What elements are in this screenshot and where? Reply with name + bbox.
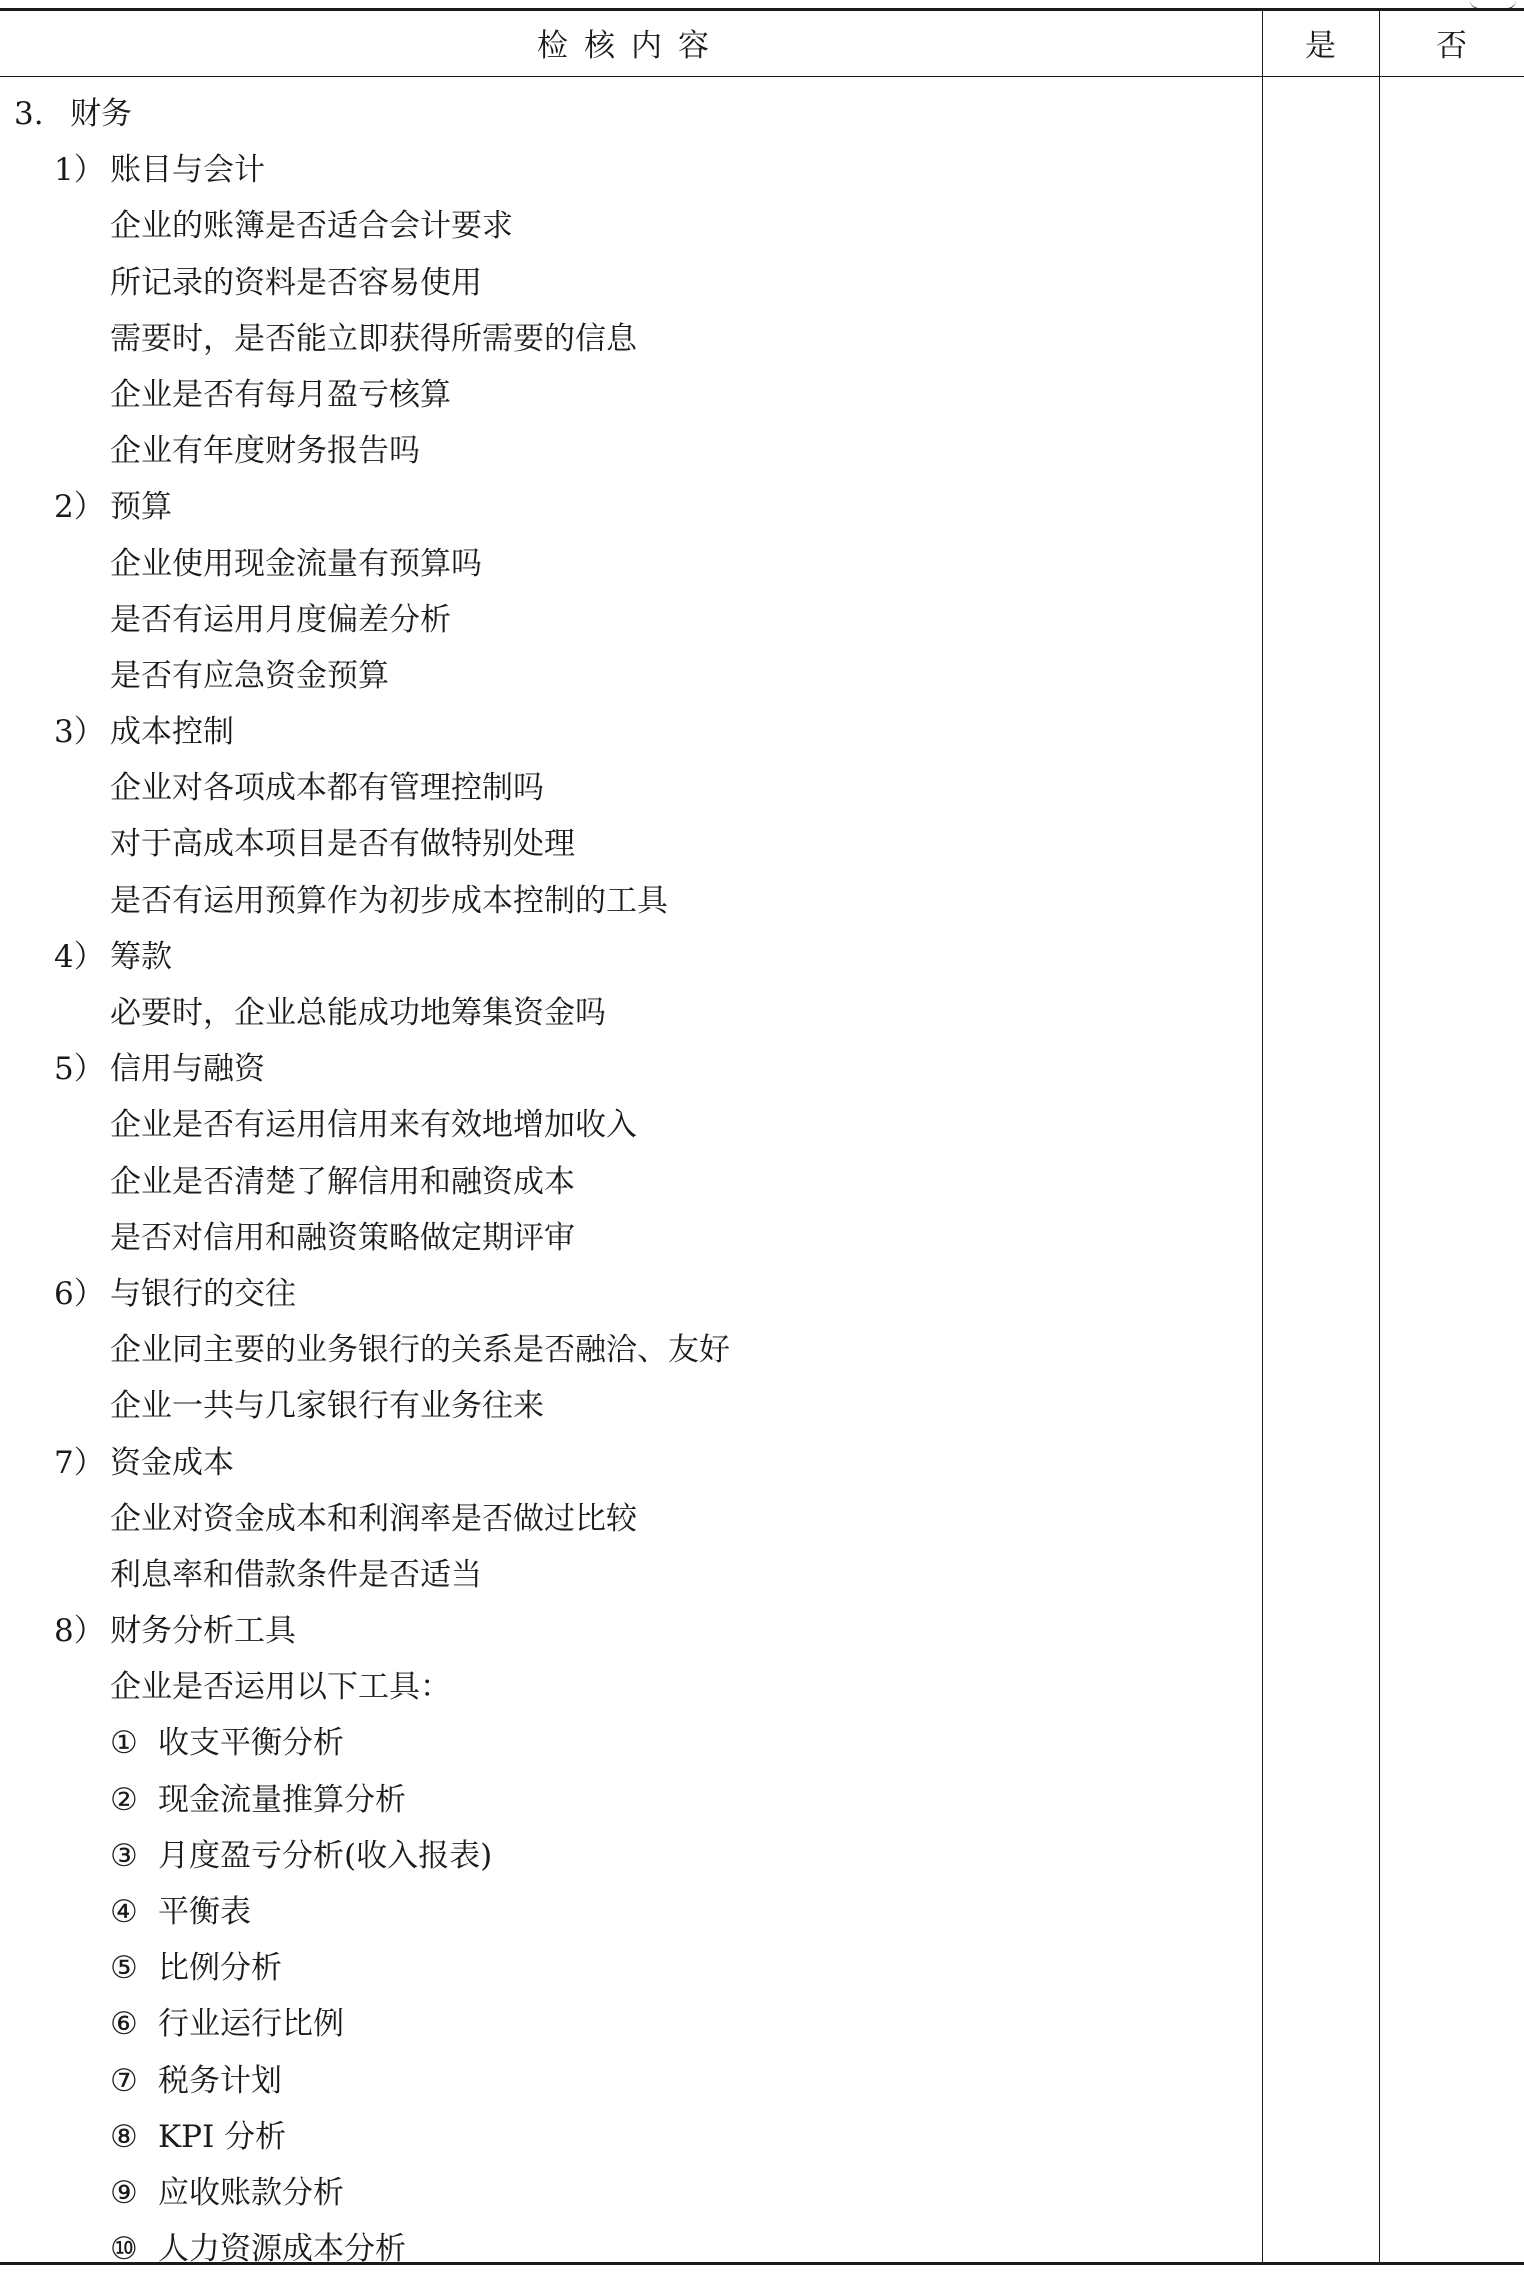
subsection-heading <box>0 142 1262 198</box>
item-number: 7） <box>54 1444 105 1481</box>
checklist-item <box>0 873 1262 929</box>
subsection-heading <box>0 1435 1262 1491</box>
item-text: 预算 <box>110 489 172 526</box>
checklist-item <box>0 423 1262 479</box>
item-text: 人力资源成本分析 <box>158 2231 406 2268</box>
item-text: 收支平衡分析 <box>158 1725 344 1762</box>
item-text: 企业使用现金流量有预算吗 <box>110 545 482 582</box>
item-number: ④ <box>110 1894 138 1930</box>
item-text: 税务计划 <box>158 2062 282 2099</box>
item-number: ② <box>110 1781 138 1818</box>
checklist-item <box>0 1210 1262 1266</box>
checklist-item <box>0 2165 1262 2221</box>
item-text: 与银行的交往 <box>110 1275 296 1312</box>
item-text: 企业对资金成本和利润率是否做过比较 <box>110 1500 637 1537</box>
checklist-item <box>0 760 1262 816</box>
item-text: 是否对信用和融资策略做定期评审 <box>110 1219 575 1256</box>
item-text: 平衡表 <box>158 1894 251 1930</box>
item-text: 所记录的资料是否容易使用 <box>110 264 482 301</box>
checklist-item <box>0 592 1262 648</box>
column-divider-yes <box>1262 9 1263 2263</box>
item-text: 财务分析工具 <box>110 1613 296 1650</box>
checklist-item <box>0 1772 1262 1828</box>
item-text: 信用与融资 <box>110 1051 265 1088</box>
item-number: ⑩ <box>110 2231 138 2268</box>
item-number: ③ <box>110 1837 138 1874</box>
item-text: 对于高成本项目是否有做特别处理 <box>110 826 575 863</box>
header-no: 否 <box>1436 27 1467 64</box>
checklist-item <box>0 198 1262 254</box>
subsection-heading <box>0 929 1262 985</box>
checklist-item <box>0 367 1262 423</box>
item-number: 3） <box>54 714 105 751</box>
item-text: 企业是否运用以下工具： <box>110 1669 451 1706</box>
checklist-item <box>0 1378 1262 1434</box>
item-number: ⑧ <box>110 2118 138 2155</box>
checklist-item <box>0 311 1262 367</box>
subsection-heading <box>0 704 1262 760</box>
item-number: 2） <box>54 489 105 526</box>
item-text: 应收账款分析 <box>158 2174 344 2211</box>
checklist-item <box>0 1884 1262 1940</box>
checklist-item <box>0 985 1262 1041</box>
item-text: 是否有应急资金预算 <box>110 657 389 694</box>
checklist-item <box>0 255 1262 311</box>
checklist-item <box>0 1491 1262 1547</box>
item-number: 6） <box>54 1275 105 1312</box>
item-text: 需要时，是否能立即获得所需要的信息 <box>110 320 637 357</box>
checklist-rows <box>0 86 1262 2277</box>
item-text: 企业的账簿是否适合会计要求 <box>110 208 513 245</box>
item-text: 资金成本 <box>110 1444 234 1481</box>
column-divider-no <box>1379 9 1380 2263</box>
subsection-heading <box>0 1041 1262 1097</box>
item-text: 财务 <box>70 96 132 132</box>
item-text: 是否有运用月度偏差分析 <box>110 601 451 638</box>
item-text: 现金流量推算分析 <box>158 1781 406 1818</box>
checklist-item <box>0 2221 1262 2277</box>
item-text: 账目与会计 <box>110 152 265 189</box>
item-text: 企业是否有每月盈亏核算 <box>110 376 451 413</box>
item-number: ⑦ <box>110 2062 138 2099</box>
table-top-rule <box>0 8 1524 11</box>
subsection-heading <box>0 479 1262 535</box>
checklist-item <box>0 816 1262 872</box>
subsection-heading <box>0 1603 1262 1659</box>
item-number: ⑥ <box>110 2006 138 2043</box>
item-number: ① <box>110 1725 138 1762</box>
checklist-item <box>0 1996 1262 2052</box>
checklist-item <box>0 1547 1262 1603</box>
item-text: 必要时，企业总能成功地筹集资金吗 <box>110 995 606 1031</box>
item-text: 企业是否有运用信用来有效地增加收入 <box>110 1107 637 1144</box>
item-text: 月度盈亏分析(收入报表) <box>158 1837 493 1874</box>
item-number: ⑤ <box>110 1950 138 1987</box>
item-text: 比例分析 <box>158 1950 282 1987</box>
section-heading <box>0 86 1262 142</box>
checklist-item <box>0 2109 1262 2165</box>
item-text: 利息率和借款条件是否适当 <box>110 1556 482 1593</box>
item-number: 3. <box>14 96 44 132</box>
item-text: 行业运行比例 <box>158 2006 344 2043</box>
item-text: 是否有运用预算作为初步成本控制的工具 <box>110 882 668 919</box>
item-text: 企业是否清楚了解信用和融资成本 <box>110 1163 575 1200</box>
header-content: 检核内容 <box>537 27 725 64</box>
item-number: ⑨ <box>110 2174 138 2211</box>
checklist-item <box>0 1715 1262 1771</box>
checklist-item <box>0 536 1262 592</box>
checklist-item <box>0 2053 1262 2109</box>
checklist-item <box>0 1828 1262 1884</box>
item-text: 企业对各项成本都有管理控制吗 <box>110 770 544 807</box>
checklist-item <box>0 1097 1262 1153</box>
header-rule <box>0 76 1524 77</box>
item-number: 1） <box>54 152 105 189</box>
item-text: 企业同主要的业务银行的关系是否融洽、友好 <box>110 1332 730 1369</box>
item-number: 8） <box>54 1613 105 1650</box>
item-text: 筹款 <box>110 938 172 975</box>
item-text: 企业一共与几家银行有业务往来 <box>110 1388 544 1425</box>
item-text: 企业有年度财务报告吗 <box>110 433 420 470</box>
item-text: KPI 分析 <box>158 2118 287 2155</box>
checklist-item <box>0 1322 1262 1378</box>
checklist-item <box>0 1940 1262 1996</box>
checklist-item <box>0 1659 1262 1715</box>
subsection-heading <box>0 1266 1262 1322</box>
header-yes: 是 <box>1305 27 1336 64</box>
item-text: 成本控制 <box>110 714 234 751</box>
item-number: 5） <box>54 1051 105 1088</box>
item-number: 4） <box>54 938 105 975</box>
checklist-item <box>0 1154 1262 1210</box>
checklist-item <box>0 648 1262 704</box>
